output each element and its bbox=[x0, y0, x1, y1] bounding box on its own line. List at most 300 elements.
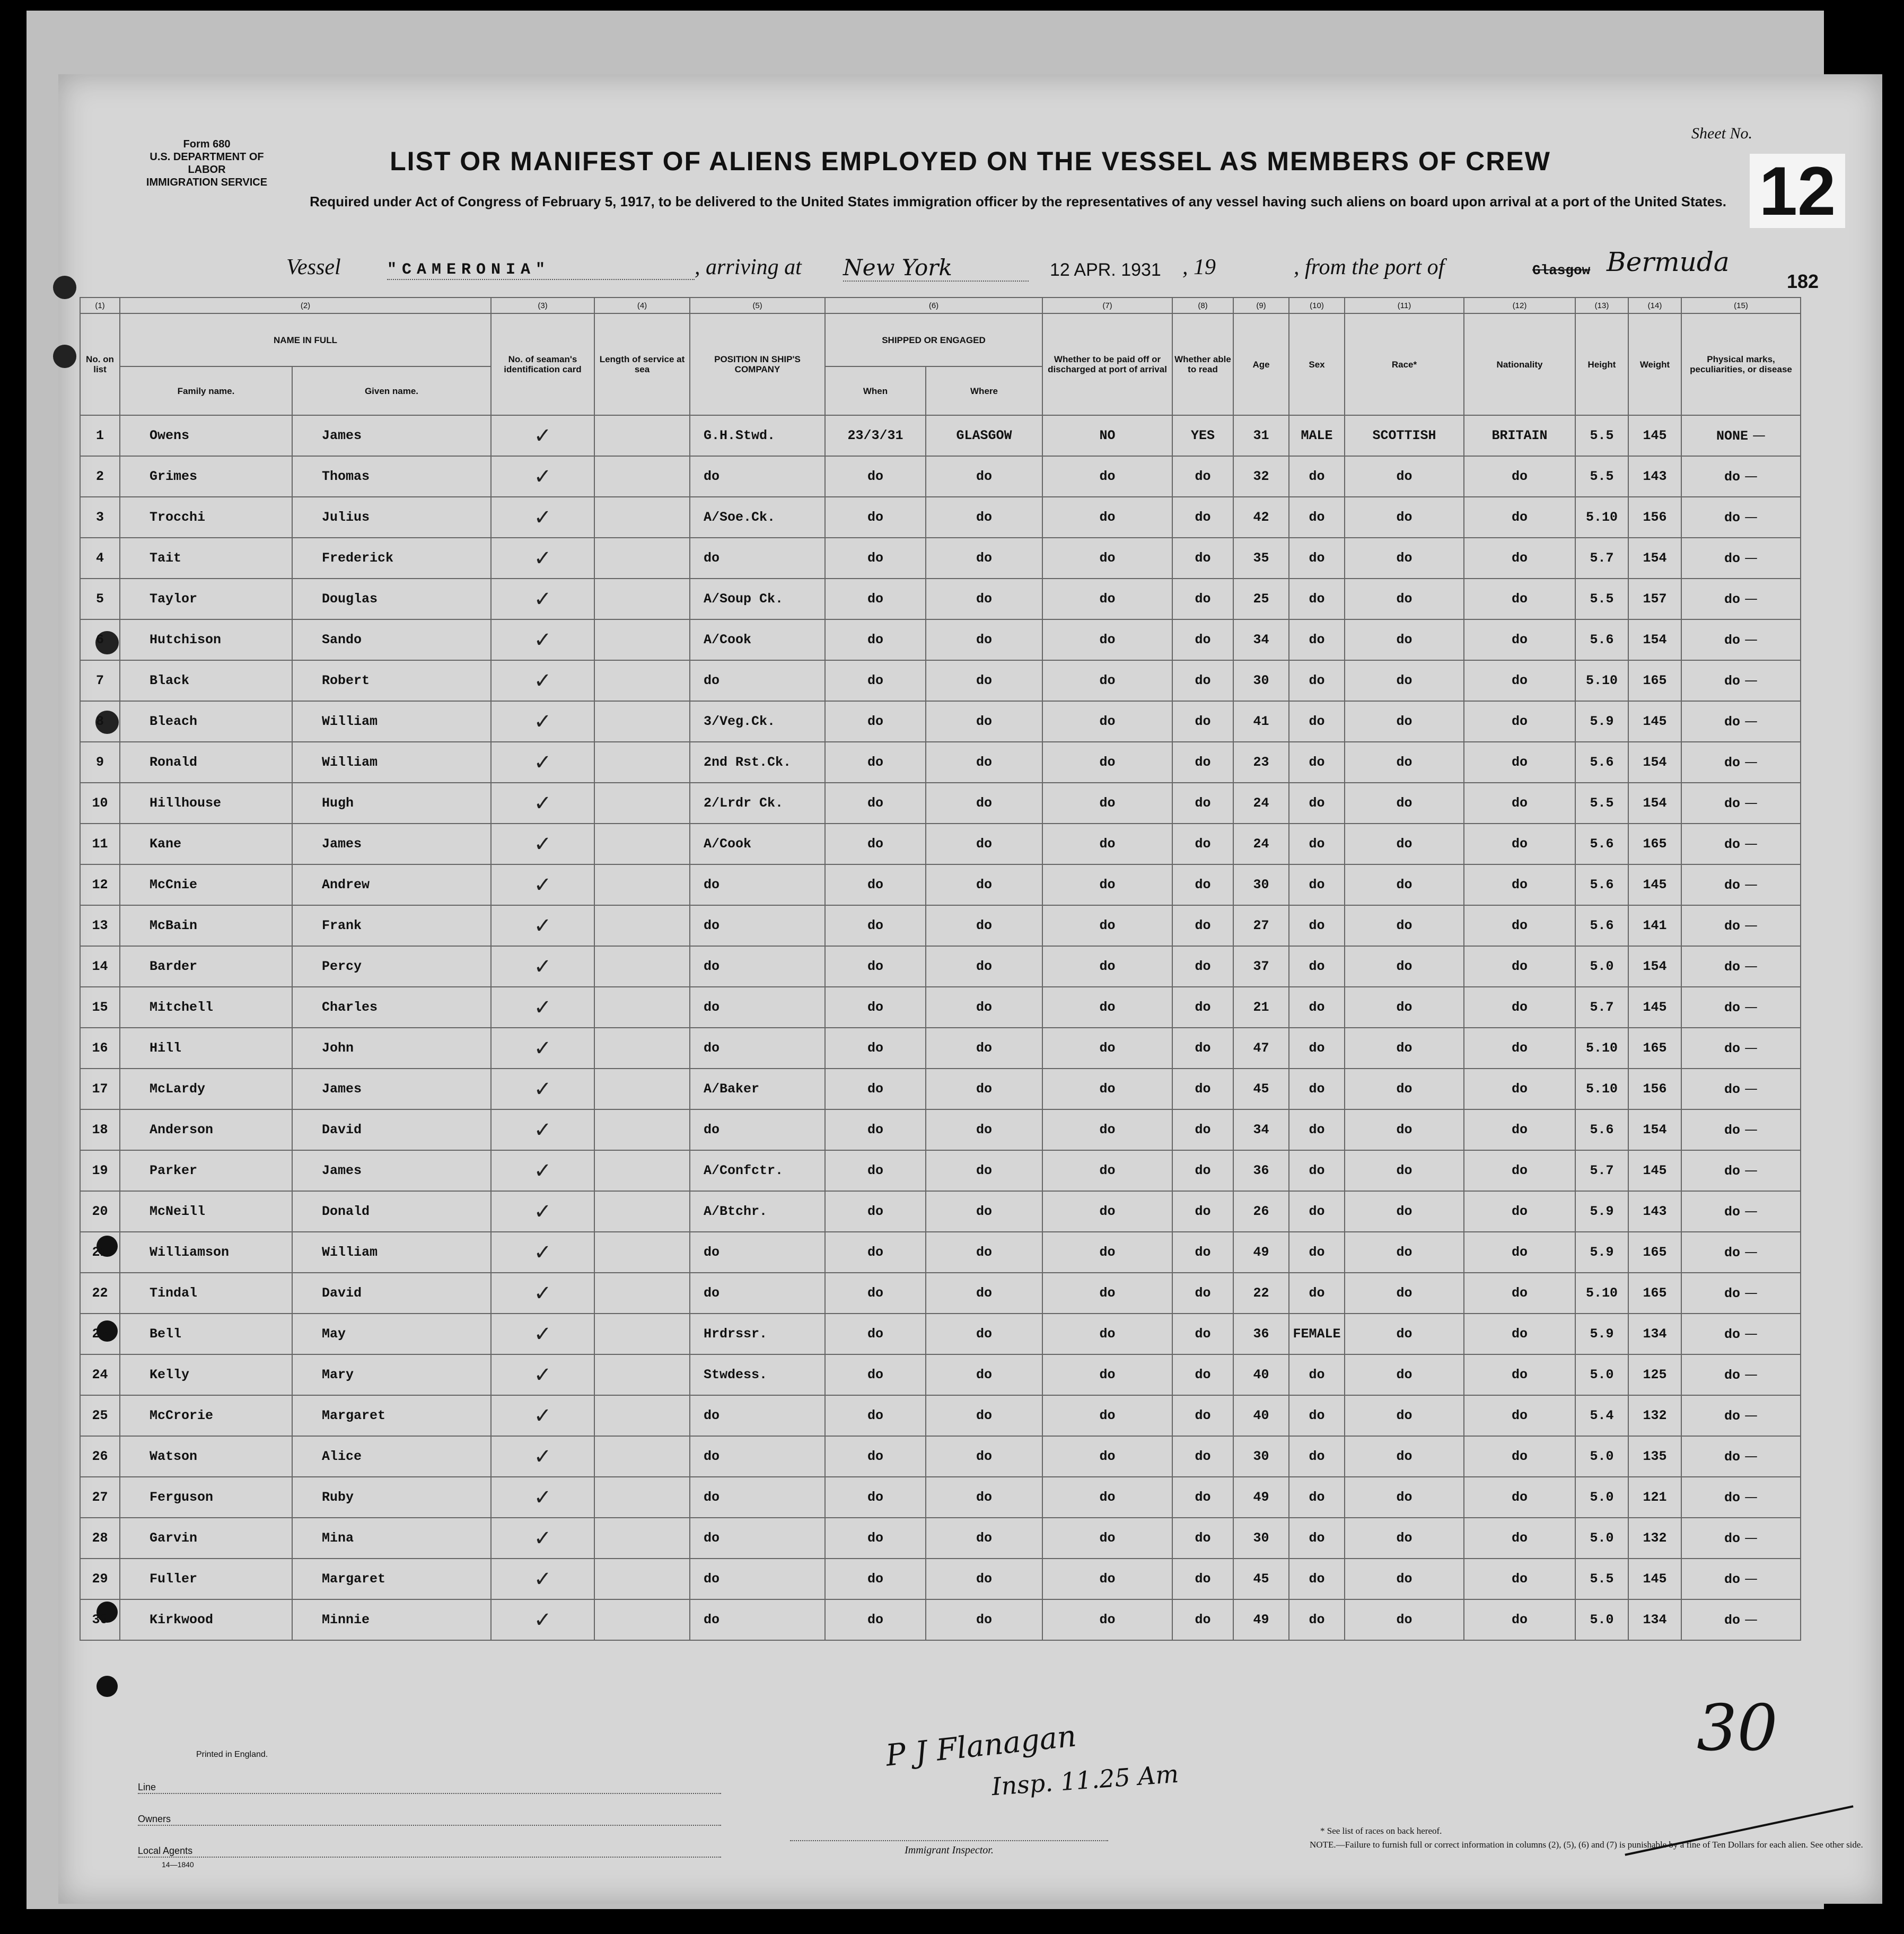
cell-row-number: 8 bbox=[80, 701, 120, 742]
cell-given-name: David bbox=[292, 1109, 491, 1150]
cell-age: 42 bbox=[1233, 497, 1289, 538]
cell-able-to-read: do bbox=[1172, 1232, 1233, 1273]
cell-paid-off: do bbox=[1042, 1599, 1172, 1640]
cell-shipped-when: do bbox=[825, 1150, 926, 1191]
cell-weight: 143 bbox=[1628, 456, 1681, 497]
check-mark-icon: ✓ bbox=[533, 750, 552, 775]
cell-physical-marks: do — bbox=[1681, 1191, 1801, 1232]
cell-physical-marks: do — bbox=[1681, 905, 1801, 946]
cell-age: 23 bbox=[1233, 742, 1289, 783]
arrival-date-stamp: 12 APR. 1931 bbox=[1050, 260, 1161, 280]
cell-given-name: William bbox=[292, 742, 491, 783]
cell-physical-marks: do — bbox=[1681, 1395, 1801, 1436]
cell-paid-off: do bbox=[1042, 1273, 1172, 1314]
table-row bbox=[80, 1477, 1801, 1518]
cell-shipped-when: do bbox=[825, 864, 926, 905]
cell-family-name: Owens bbox=[120, 415, 292, 456]
cell-sex: do bbox=[1289, 1273, 1345, 1314]
cell-family-name: Hill bbox=[120, 1028, 292, 1069]
cell-race: do bbox=[1345, 1599, 1464, 1640]
cell-shipped-where: do bbox=[926, 1559, 1042, 1599]
cell-seaman-card bbox=[491, 415, 594, 456]
cell-length-service bbox=[594, 1109, 690, 1150]
annotation-number: 182 bbox=[1787, 270, 1819, 292]
cell-nationality: do bbox=[1464, 1354, 1575, 1395]
cell-paid-off: do bbox=[1042, 864, 1172, 905]
check-mark-icon: ✓ bbox=[533, 1322, 552, 1346]
cell-age: 36 bbox=[1233, 1314, 1289, 1354]
cell-physical-marks: do — bbox=[1681, 619, 1801, 660]
cell-position: do bbox=[690, 1599, 825, 1640]
cell-nationality: do bbox=[1464, 1559, 1575, 1599]
cell-weight: 121 bbox=[1628, 1477, 1681, 1518]
cell-family-name: Grimes bbox=[120, 456, 292, 497]
printed-in: Printed in England. bbox=[196, 1750, 268, 1759]
cell-given-name: William bbox=[292, 1232, 491, 1273]
cell-age: 40 bbox=[1233, 1395, 1289, 1436]
cell-seaman-card bbox=[491, 1314, 594, 1354]
cell-physical-marks: do — bbox=[1681, 1354, 1801, 1395]
cell-given-name: Donald bbox=[292, 1191, 491, 1232]
table-row bbox=[80, 987, 1801, 1028]
cell-given-name: Ruby bbox=[292, 1477, 491, 1518]
pen-tick-icon: — bbox=[1740, 999, 1758, 1014]
cell-position: Hrdrssr. bbox=[690, 1314, 825, 1354]
cell-weight: 143 bbox=[1628, 1191, 1681, 1232]
colnum-2: (2) bbox=[120, 297, 491, 313]
cell-race: do bbox=[1345, 864, 1464, 905]
check-mark-icon: ✓ bbox=[533, 1240, 552, 1265]
cell-age: 49 bbox=[1233, 1477, 1289, 1518]
cell-seaman-card bbox=[491, 660, 594, 701]
cell-row-number: 5 bbox=[80, 579, 120, 619]
cell-length-service bbox=[594, 1518, 690, 1559]
cell-seaman-card bbox=[491, 1109, 594, 1150]
line-label: Line bbox=[138, 1782, 721, 1794]
cell-nationality: BRITAIN bbox=[1464, 415, 1575, 456]
cell-able-to-read: do bbox=[1172, 742, 1233, 783]
cell-age: 34 bbox=[1233, 619, 1289, 660]
colnum-8: (8) bbox=[1172, 297, 1233, 313]
header-family-name: Family name. bbox=[120, 366, 292, 415]
cell-race: do bbox=[1345, 619, 1464, 660]
cell-shipped-when: do bbox=[825, 946, 926, 987]
cell-given-name: Charles bbox=[292, 987, 491, 1028]
cell-position: do bbox=[690, 1109, 825, 1150]
table-row bbox=[80, 538, 1801, 579]
cell-length-service bbox=[594, 1069, 690, 1109]
cell-shipped-where: do bbox=[926, 1069, 1042, 1109]
pen-tick-icon: — bbox=[1740, 1162, 1758, 1178]
vessel-label: Vessel bbox=[286, 255, 341, 279]
cell-row-number: 26 bbox=[80, 1436, 120, 1477]
cell-row-number: 21 bbox=[80, 1232, 120, 1273]
cell-length-service bbox=[594, 1191, 690, 1232]
cell-seaman-card bbox=[491, 1477, 594, 1518]
cell-race: do bbox=[1345, 497, 1464, 538]
cell-able-to-read: do bbox=[1172, 1109, 1233, 1150]
cell-shipped-where: do bbox=[926, 864, 1042, 905]
header-able-read: Whether able to read bbox=[1172, 313, 1233, 415]
header-when: When bbox=[825, 366, 926, 415]
cell-race: do bbox=[1345, 1477, 1464, 1518]
year-label: , 19 bbox=[1182, 255, 1216, 279]
table-row bbox=[80, 619, 1801, 660]
cell-age: 34 bbox=[1233, 1109, 1289, 1150]
cell-row-number: 7 bbox=[80, 660, 120, 701]
cell-shipped-when: do bbox=[825, 1354, 926, 1395]
cell-nationality: do bbox=[1464, 783, 1575, 824]
cell-sex: do bbox=[1289, 987, 1345, 1028]
cell-shipped-where: do bbox=[926, 1314, 1042, 1354]
cell-physical-marks: do — bbox=[1681, 1518, 1801, 1559]
cell-weight: 156 bbox=[1628, 1069, 1681, 1109]
cell-given-name: Thomas bbox=[292, 456, 491, 497]
check-mark-icon: ✓ bbox=[533, 1158, 552, 1183]
check-mark-icon: ✓ bbox=[533, 587, 552, 611]
cell-able-to-read: do bbox=[1172, 946, 1233, 987]
colnum-1: (1) bbox=[80, 297, 120, 313]
cell-seaman-card bbox=[491, 497, 594, 538]
cell-height: 5.6 bbox=[1575, 824, 1628, 864]
header-age: Age bbox=[1233, 313, 1289, 415]
cell-race: do bbox=[1345, 824, 1464, 864]
header-height: Height bbox=[1575, 313, 1628, 415]
cell-physical-marks: do — bbox=[1681, 987, 1801, 1028]
crew-table bbox=[80, 297, 1801, 1641]
pen-tick-icon: — bbox=[1740, 672, 1758, 688]
table-row bbox=[80, 415, 1801, 456]
cell-sex: do bbox=[1289, 1191, 1345, 1232]
cell-height: 5.6 bbox=[1575, 864, 1628, 905]
cell-nationality: do bbox=[1464, 1314, 1575, 1354]
cell-seaman-card bbox=[491, 1232, 594, 1273]
cell-able-to-read: do bbox=[1172, 497, 1233, 538]
check-mark-icon: ✓ bbox=[533, 505, 552, 530]
check-mark-icon: ✓ bbox=[533, 464, 552, 489]
cell-age: 30 bbox=[1233, 864, 1289, 905]
check-mark-icon: ✓ bbox=[533, 1036, 552, 1061]
cell-given-name: Minnie bbox=[292, 1599, 491, 1640]
cell-family-name: Bell bbox=[120, 1314, 292, 1354]
header-marks: Physical marks, peculiarities, or disease bbox=[1681, 313, 1801, 415]
cell-age: 21 bbox=[1233, 987, 1289, 1028]
colnum-15: (15) bbox=[1681, 297, 1801, 313]
cell-shipped-where: do bbox=[926, 1109, 1042, 1150]
cell-able-to-read: do bbox=[1172, 1028, 1233, 1069]
cell-able-to-read: do bbox=[1172, 579, 1233, 619]
colnum-9: (9) bbox=[1233, 297, 1289, 313]
cell-paid-off: do bbox=[1042, 497, 1172, 538]
cell-length-service bbox=[594, 946, 690, 987]
cell-length-service bbox=[594, 1150, 690, 1191]
pen-tick-icon: — bbox=[1740, 1326, 1758, 1341]
cell-length-service bbox=[594, 538, 690, 579]
cell-physical-marks: do — bbox=[1681, 824, 1801, 864]
cell-family-name: Parker bbox=[120, 1150, 292, 1191]
cell-paid-off: do bbox=[1042, 701, 1172, 742]
check-mark-icon: ✓ bbox=[533, 1077, 552, 1101]
cell-able-to-read: do bbox=[1172, 619, 1233, 660]
cell-family-name: Trocchi bbox=[120, 497, 292, 538]
cell-family-name: Tindal bbox=[120, 1273, 292, 1314]
cell-length-service bbox=[594, 456, 690, 497]
cell-given-name: Alice bbox=[292, 1436, 491, 1477]
pen-tick-icon: — bbox=[1740, 468, 1758, 484]
cell-row-number: 11 bbox=[80, 824, 120, 864]
cell-length-service bbox=[594, 1314, 690, 1354]
cell-sex: do bbox=[1289, 1150, 1345, 1191]
cell-paid-off: do bbox=[1042, 579, 1172, 619]
punch-hole bbox=[96, 1676, 118, 1697]
cell-paid-off: do bbox=[1042, 456, 1172, 497]
cell-height: 5.9 bbox=[1575, 1314, 1628, 1354]
sheet-number-label: Sheet No. bbox=[1691, 125, 1752, 142]
cell-shipped-when: do bbox=[825, 1069, 926, 1109]
cell-row-number: 13 bbox=[80, 905, 120, 946]
cell-row-number: 14 bbox=[80, 946, 120, 987]
cell-length-service bbox=[594, 1273, 690, 1314]
cell-age: 24 bbox=[1233, 824, 1289, 864]
cell-shipped-when: do bbox=[825, 1191, 926, 1232]
cell-age: 49 bbox=[1233, 1599, 1289, 1640]
local-agents-label: Local Agents bbox=[138, 1845, 721, 1858]
cell-able-to-read: do bbox=[1172, 1191, 1233, 1232]
header-position: POSITION IN SHIP'S COMPANY bbox=[690, 313, 825, 415]
cell-given-name: Douglas bbox=[292, 579, 491, 619]
cell-shipped-where: do bbox=[926, 1150, 1042, 1191]
cell-given-name: Frank bbox=[292, 905, 491, 946]
cell-sex: do bbox=[1289, 1477, 1345, 1518]
cell-weight: 125 bbox=[1628, 1354, 1681, 1395]
check-mark-icon: ✓ bbox=[533, 627, 552, 652]
cell-shipped-when: do bbox=[825, 1477, 926, 1518]
pen-tick-icon: — bbox=[1740, 1244, 1758, 1259]
cell-given-name: William bbox=[292, 701, 491, 742]
cell-position: do bbox=[690, 987, 825, 1028]
colnum-7: (7) bbox=[1042, 297, 1172, 313]
header-name-in-full: NAME IN FULL bbox=[120, 313, 491, 366]
cell-shipped-where: do bbox=[926, 824, 1042, 864]
cell-nationality: do bbox=[1464, 905, 1575, 946]
cell-able-to-read: do bbox=[1172, 783, 1233, 824]
cell-seaman-card bbox=[491, 538, 594, 579]
cell-shipped-where: do bbox=[926, 538, 1042, 579]
form-number: Form 680 bbox=[183, 138, 231, 150]
cell-given-name: Sando bbox=[292, 619, 491, 660]
cell-family-name: Kane bbox=[120, 824, 292, 864]
cell-nationality: do bbox=[1464, 538, 1575, 579]
cell-paid-off: do bbox=[1042, 1354, 1172, 1395]
cell-physical-marks: do — bbox=[1681, 1314, 1801, 1354]
cell-race: do bbox=[1345, 783, 1464, 824]
cell-height: 5.7 bbox=[1575, 538, 1628, 579]
check-mark-icon: ✓ bbox=[533, 546, 552, 571]
cell-age: 36 bbox=[1233, 1150, 1289, 1191]
cell-given-name: Frederick bbox=[292, 538, 491, 579]
colnum-10: (10) bbox=[1289, 297, 1345, 313]
cell-nationality: do bbox=[1464, 701, 1575, 742]
inspector-time-note: Insp. 11.25 Am bbox=[990, 1759, 1180, 1801]
table-row bbox=[80, 824, 1801, 864]
cell-age: 47 bbox=[1233, 1028, 1289, 1069]
cell-seaman-card bbox=[491, 1273, 594, 1314]
cell-able-to-read: do bbox=[1172, 538, 1233, 579]
cell-given-name: James bbox=[292, 1150, 491, 1191]
table-row bbox=[80, 1314, 1801, 1354]
cell-given-name: James bbox=[292, 415, 491, 456]
cell-nationality: do bbox=[1464, 456, 1575, 497]
cell-shipped-when: do bbox=[825, 905, 926, 946]
cell-seaman-card bbox=[491, 864, 594, 905]
cell-shipped-when: do bbox=[825, 1395, 926, 1436]
cell-race: do bbox=[1345, 987, 1464, 1028]
cell-row-number: 2 bbox=[80, 456, 120, 497]
cell-row-number: 17 bbox=[80, 1069, 120, 1109]
cell-seaman-card bbox=[491, 1069, 594, 1109]
cell-position: do bbox=[690, 660, 825, 701]
cell-shipped-when: do bbox=[825, 579, 926, 619]
cell-seaman-card bbox=[491, 742, 594, 783]
cell-family-name: McLardy bbox=[120, 1069, 292, 1109]
cell-nationality: do bbox=[1464, 497, 1575, 538]
cell-row-number: 3 bbox=[80, 497, 120, 538]
cell-age: 45 bbox=[1233, 1069, 1289, 1109]
from-port-label: , from the port of bbox=[1294, 255, 1445, 279]
cell-length-service bbox=[594, 742, 690, 783]
cell-nationality: do bbox=[1464, 1150, 1575, 1191]
table-row bbox=[80, 1028, 1801, 1069]
cell-length-service bbox=[594, 1232, 690, 1273]
cell-shipped-when: do bbox=[825, 701, 926, 742]
cell-age: 45 bbox=[1233, 1559, 1289, 1599]
table-row bbox=[80, 497, 1801, 538]
cell-row-number: 28 bbox=[80, 1518, 120, 1559]
cell-given-name: Robert bbox=[292, 660, 491, 701]
cell-given-name: Mina bbox=[292, 1518, 491, 1559]
cell-nationality: do bbox=[1464, 1436, 1575, 1477]
cell-age: 32 bbox=[1233, 456, 1289, 497]
cell-family-name: Bleach bbox=[120, 701, 292, 742]
cell-sex: do bbox=[1289, 1354, 1345, 1395]
cell-seaman-card bbox=[491, 1518, 594, 1559]
cell-length-service bbox=[594, 1559, 690, 1599]
race-note: * See list of races on back hereof. bbox=[1320, 1826, 1442, 1836]
cell-height: 5.6 bbox=[1575, 619, 1628, 660]
cell-seaman-card bbox=[491, 1436, 594, 1477]
cell-family-name: Barder bbox=[120, 946, 292, 987]
cell-position: A/Baker bbox=[690, 1069, 825, 1109]
cell-length-service bbox=[594, 864, 690, 905]
cell-physical-marks: do — bbox=[1681, 946, 1801, 987]
cell-length-service bbox=[594, 783, 690, 824]
table-row bbox=[80, 1354, 1801, 1395]
cell-nationality: do bbox=[1464, 1395, 1575, 1436]
cell-length-service bbox=[594, 1599, 690, 1640]
cell-row-number: 10 bbox=[80, 783, 120, 824]
cell-race: do bbox=[1345, 1028, 1464, 1069]
page-title: LIST OR MANIFEST OF ALIENS EMPLOYED ON THE VESSEL AS MEMBERS OF CREW bbox=[390, 146, 1551, 176]
pen-tick-icon: — bbox=[1740, 836, 1758, 851]
cell-nationality: do bbox=[1464, 1028, 1575, 1069]
cell-weight: 165 bbox=[1628, 1232, 1681, 1273]
cell-weight: 154 bbox=[1628, 783, 1681, 824]
pen-tick-icon: — bbox=[1740, 1571, 1758, 1586]
cell-sex: do bbox=[1289, 538, 1345, 579]
departure-port: Bermuda bbox=[1607, 247, 1730, 277]
cell-physical-marks: do — bbox=[1681, 742, 1801, 783]
cell-position: do bbox=[690, 864, 825, 905]
pen-tick-icon: — bbox=[1740, 795, 1758, 810]
check-mark-icon: ✓ bbox=[533, 1199, 552, 1224]
table-row bbox=[80, 1559, 1801, 1599]
cell-nationality: do bbox=[1464, 619, 1575, 660]
form-code: 14—1840 bbox=[162, 1860, 194, 1869]
cell-age: 27 bbox=[1233, 905, 1289, 946]
cell-row-number: 19 bbox=[80, 1150, 120, 1191]
cell-family-name: Ferguson bbox=[120, 1477, 292, 1518]
cell-weight: 165 bbox=[1628, 1028, 1681, 1069]
check-mark-icon: ✓ bbox=[533, 1281, 552, 1306]
service: IMMIGRATION SERVICE bbox=[146, 177, 268, 188]
cell-race: do bbox=[1345, 1150, 1464, 1191]
colnum-12: (12) bbox=[1464, 297, 1575, 313]
cell-family-name: Hutchison bbox=[120, 619, 292, 660]
cell-given-name: Julius bbox=[292, 497, 491, 538]
colnum-14: (14) bbox=[1628, 297, 1681, 313]
cell-nationality: do bbox=[1464, 1191, 1575, 1232]
cell-sex: do bbox=[1289, 1599, 1345, 1640]
cell-paid-off: do bbox=[1042, 1559, 1172, 1599]
cell-length-service bbox=[594, 497, 690, 538]
cell-family-name: Mitchell bbox=[120, 987, 292, 1028]
cell-age: 22 bbox=[1233, 1273, 1289, 1314]
cell-age: 24 bbox=[1233, 783, 1289, 824]
cell-position: do bbox=[690, 1273, 825, 1314]
cell-able-to-read: do bbox=[1172, 864, 1233, 905]
cell-weight: 165 bbox=[1628, 1273, 1681, 1314]
cell-shipped-when: do bbox=[825, 1559, 926, 1599]
cell-row-number: 25 bbox=[80, 1395, 120, 1436]
cell-seaman-card bbox=[491, 579, 594, 619]
table-row bbox=[80, 1109, 1801, 1150]
cell-seaman-card bbox=[491, 619, 594, 660]
pen-tick-icon: — bbox=[1740, 1612, 1758, 1627]
cell-shipped-when: do bbox=[825, 1436, 926, 1477]
sheet-number: 12 bbox=[1750, 154, 1845, 228]
cell-family-name: Hillhouse bbox=[120, 783, 292, 824]
cell-height: 5.6 bbox=[1575, 905, 1628, 946]
cell-position: do bbox=[690, 1518, 825, 1559]
cell-age: 25 bbox=[1233, 579, 1289, 619]
cell-physical-marks: do — bbox=[1681, 1559, 1801, 1599]
cell-sex: do bbox=[1289, 1069, 1345, 1109]
cell-seaman-card bbox=[491, 987, 594, 1028]
check-mark-icon: ✓ bbox=[533, 913, 552, 938]
cell-shipped-where: do bbox=[926, 456, 1042, 497]
cell-paid-off: do bbox=[1042, 1069, 1172, 1109]
cell-physical-marks: do — bbox=[1681, 1028, 1801, 1069]
cell-race: do bbox=[1345, 1109, 1464, 1150]
cell-position: 2/Lrdr Ck. bbox=[690, 783, 825, 824]
pen-tick-icon: — bbox=[1740, 1285, 1758, 1300]
cell-shipped-where: do bbox=[926, 497, 1042, 538]
cell-shipped-where: do bbox=[926, 987, 1042, 1028]
cell-family-name: Watson bbox=[120, 1436, 292, 1477]
inspector-signature: P J Flanagan bbox=[884, 1719, 1078, 1773]
cell-family-name: Garvin bbox=[120, 1518, 292, 1559]
pen-tick-icon: — bbox=[1740, 591, 1758, 606]
